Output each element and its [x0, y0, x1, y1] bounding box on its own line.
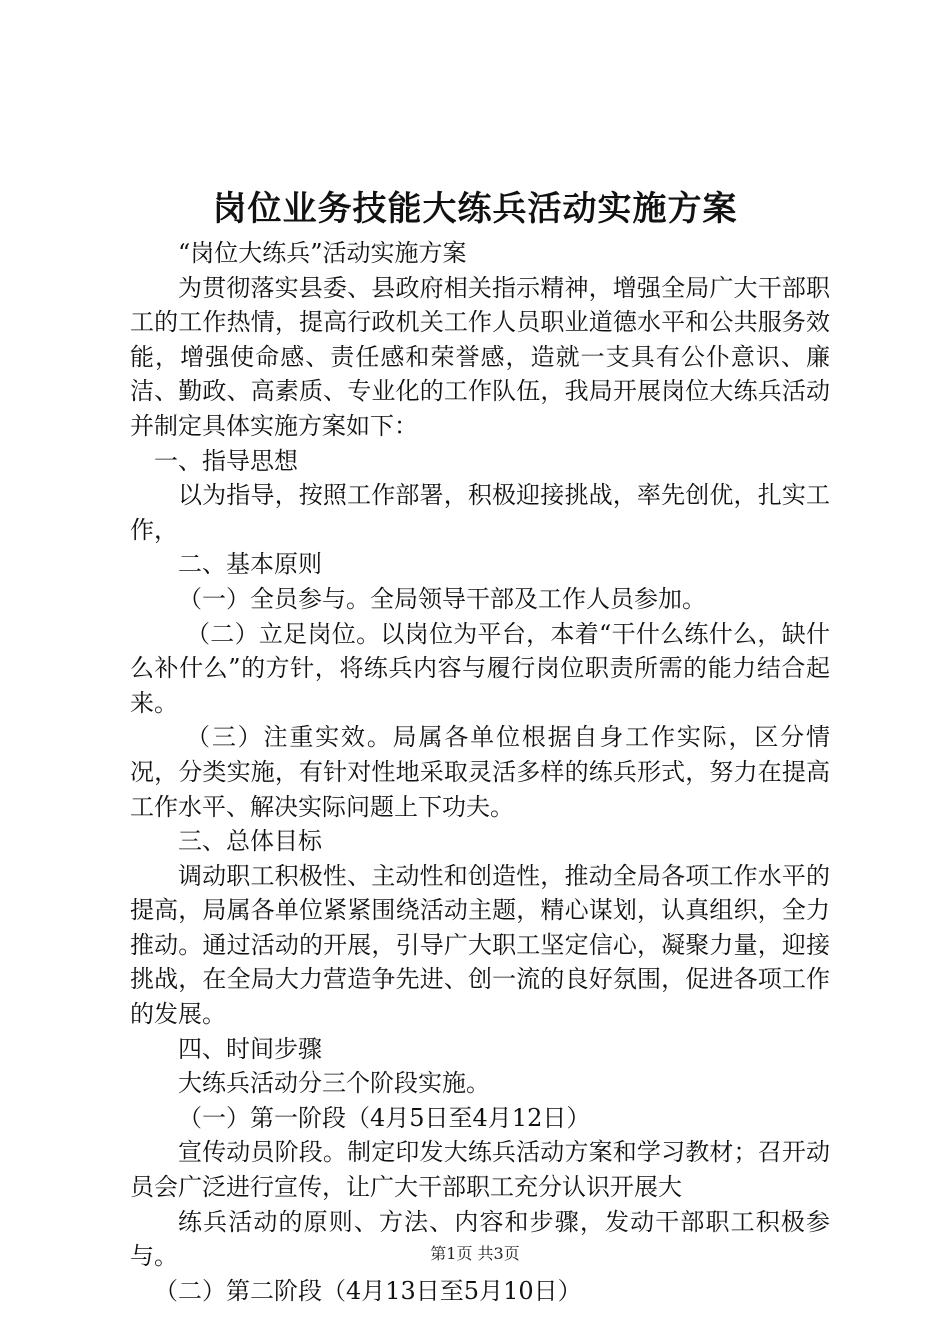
- principle-2-paragraph: （二）立足岗位。以岗位为平台，本着“干什么练什么，缺什么补什么”的方针，将练兵内容与履行岗位职责所需的能力结合起来。: [130, 619, 830, 717]
- section-heading-overall-goal: 三、总体目标: [178, 827, 322, 856]
- principle-1-paragraph: （一）全员参与。全局领导干部及工作人员参加。: [178, 584, 706, 613]
- document-title: 岗位业务技能大练兵活动实施方案: [212, 189, 738, 229]
- principle-3-paragraph: （三）注重实效。局属各单位根据自身工作实际，区分情况，分类实施，有针对性地采取灵活多样的练兵形式，努力在提高工作水平、解决实际问题上下功夫。: [130, 723, 830, 821]
- overall-goal-paragraph: 调动职工积极性、主动性和创造性，推动全局各项工作水平的提高，局属各单位紧紧围绕活动主题，精心谋划，认真组织，全力推动。通过活动的开展，引导广大职工坚定信心，凝聚力量，迎接挑战，在全局大力营造争先进、创一流的良好氛围，促进各项工作的发展。: [130, 861, 830, 1029]
- subtitle-paragraph: “岗位大练兵”活动实施方案: [178, 239, 467, 267]
- phase-2-heading: （二）第二阶段（4月13日至5月10日）: [154, 1276, 582, 1305]
- schedule-intro-paragraph: 大练兵活动分三个阶段实施。: [178, 1069, 490, 1098]
- guiding-thought-paragraph: 以为指导，按照工作部署，积极迎接挑战，率先创优，扎实工作，: [130, 481, 830, 544]
- intro-paragraph: 为贯彻落实县委、县政府相关指示精神，增强全局广大干部职工的工作热情，提高行政机关工作人员职业道德水平和公共服务效能，增强使命感、责任感和荣誉感，造就一支具有公仆意识、廉洁、勤政、高素质、专业化的工作队伍，我局开展岗位大练兵活动并制定具体实施方案如下：: [130, 273, 830, 440]
- phase-1-heading: （一）第一阶段（4月5日至4月12日）: [178, 1103, 591, 1132]
- section-heading-basic-principles: 二、基本原则: [178, 550, 322, 579]
- phase-1-continued-paragraph: 练兵活动的原则、方法、内容和步骤，发动干部职工积极参与。: [130, 1207, 830, 1271]
- phase-1-paragraph: 宣传动员阶段。制定印发大练兵活动方案和学习教材；召开动员会广泛进行宣传，让广大干部职工充分认识开展大: [130, 1138, 830, 1202]
- section-heading-guiding-thought: 一、指导思想: [154, 446, 298, 475]
- page-footer: 第1页 共3页: [430, 1244, 520, 1263]
- document-body: [130, 236, 830, 1308]
- section-heading-schedule: 四、时间步骤: [178, 1034, 322, 1063]
